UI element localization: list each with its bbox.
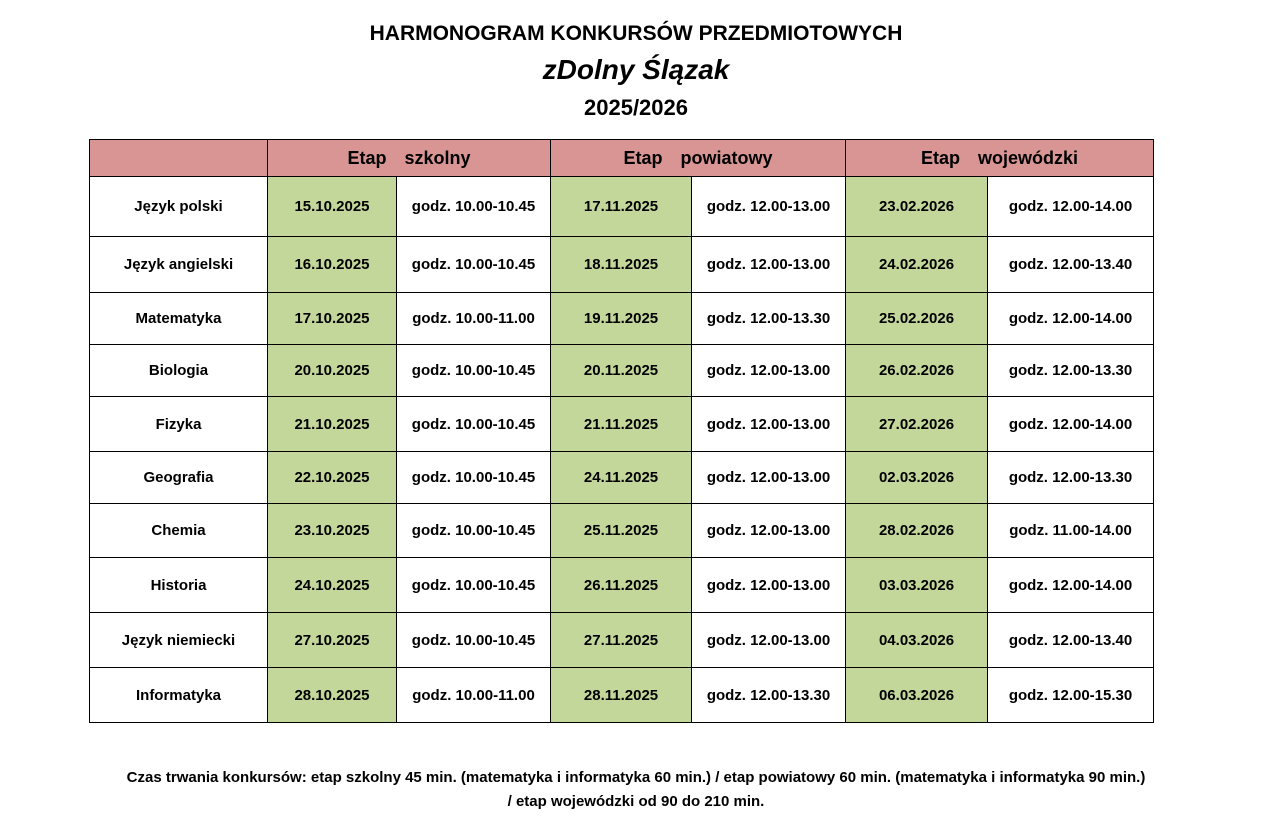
table-row (90, 345, 1154, 397)
subject-cell: Język angielski (90, 237, 268, 293)
table-row (90, 293, 1154, 345)
school-time-cell: godz. 10.00-10.45 (397, 237, 551, 293)
county-date-cell: 27.11.2025 (551, 613, 692, 668)
school-time-cell: godz. 10.00-10.45 (397, 558, 551, 613)
county-date-cell: 28.11.2025 (551, 668, 692, 723)
school-time-cell: godz. 10.00-10.45 (397, 397, 551, 452)
school-date-cell: 23.10.2025 (268, 504, 397, 558)
county-time-cell: godz. 12.00-13.00 (692, 452, 846, 504)
subject-cell: Informatyka (90, 668, 268, 723)
subject-cell: Matematyka (90, 293, 268, 345)
subject-cell: Historia (90, 558, 268, 613)
school-date-cell: 21.10.2025 (268, 397, 397, 452)
school-time-cell: godz. 10.00-11.00 (397, 293, 551, 345)
document-subtitle: zDolny Ślązak (542, 54, 730, 85)
subject-cell: Język polski (90, 177, 268, 237)
voiv-date-cell: 02.03.2026 (846, 452, 988, 504)
voiv-time-cell: godz. 12.00-14.00 (988, 293, 1154, 345)
county-time-cell: godz. 12.00-13.30 (692, 668, 846, 723)
voiv-date-cell: 27.02.2026 (846, 397, 988, 452)
county-date-cell: 18.11.2025 (551, 237, 692, 293)
school-date-cell: 28.10.2025 (268, 668, 397, 723)
voiv-date-cell: 04.03.2026 (846, 613, 988, 668)
voiv-date-cell: 24.02.2026 (846, 237, 988, 293)
voiv-date-cell: 23.02.2026 (846, 177, 988, 237)
school-time-cell: godz. 10.00-10.45 (397, 504, 551, 558)
subject-cell: Chemia (90, 504, 268, 558)
voiv-date-cell: 28.02.2026 (846, 504, 988, 558)
county-date-cell: 19.11.2025 (551, 293, 692, 345)
county-date-cell: 24.11.2025 (551, 452, 692, 504)
header-empty-cell (90, 140, 268, 177)
voiv-time-cell: godz. 12.00-15.30 (988, 668, 1154, 723)
header-stage-voivodeship: Etap wojewódzki (846, 140, 1154, 177)
document-title: HARMONOGRAM KONKURSÓW PRZEDMIOTOWYCH (369, 22, 903, 45)
table-row (90, 237, 1154, 293)
county-time-cell: godz. 12.00-13.00 (692, 345, 846, 397)
school-date-cell: 22.10.2025 (268, 452, 397, 504)
voiv-time-cell: godz. 12.00-13.30 (988, 345, 1154, 397)
county-time-cell: godz. 12.00-13.00 (692, 397, 846, 452)
duration-note-line2: / etap wojewódzki od 90 do 210 min. (507, 793, 765, 810)
voiv-time-cell: godz. 12.00-13.40 (988, 237, 1154, 293)
header-row (90, 140, 1154, 177)
voiv-time-cell: godz. 12.00-14.00 (988, 177, 1154, 237)
duration-note (0, 766, 1262, 814)
school-time-cell: godz. 10.00-11.00 (397, 668, 551, 723)
school-date-cell: 24.10.2025 (268, 558, 397, 613)
table-row (90, 177, 1154, 237)
voiv-date-cell: 06.03.2026 (846, 668, 988, 723)
school-date-cell: 16.10.2025 (268, 237, 397, 293)
subject-cell: Biologia (90, 345, 268, 397)
voiv-time-cell: godz. 12.00-14.00 (988, 558, 1154, 613)
table-row (90, 397, 1154, 452)
school-time-cell: godz. 10.00-10.45 (397, 452, 551, 504)
header-stage-school: Etap szkolny (268, 140, 551, 177)
table-row (90, 558, 1154, 613)
school-year: 2025/2026 (584, 95, 688, 120)
school-time-cell: godz. 10.00-10.45 (397, 613, 551, 668)
voiv-date-cell: 25.02.2026 (846, 293, 988, 345)
voiv-date-cell: 03.03.2026 (846, 558, 988, 613)
school-date-cell: 20.10.2025 (268, 345, 397, 397)
county-time-cell: godz. 12.00-13.00 (692, 177, 846, 237)
table-row (90, 613, 1154, 668)
county-time-cell: godz. 12.00-13.00 (692, 613, 846, 668)
county-date-cell: 26.11.2025 (551, 558, 692, 613)
county-time-cell: godz. 12.00-13.00 (692, 504, 846, 558)
school-date-cell: 27.10.2025 (268, 613, 397, 668)
duration-note-line1: Czas trwania konkursów: etap szkolny 45 min. (matematyka i informatyka 60 min.) / etap powiatowy 60 min. (matematyka i informatyka 90 min.) (126, 769, 1146, 786)
school-date-cell: 15.10.2025 (268, 177, 397, 237)
header-stage-county: Etap powiatowy (551, 140, 846, 177)
school-time-cell: godz. 10.00-10.45 (397, 345, 551, 397)
subject-cell: Fizyka (90, 397, 268, 452)
table-row (90, 668, 1154, 723)
county-date-cell: 21.11.2025 (551, 397, 692, 452)
county-date-cell: 20.11.2025 (551, 345, 692, 397)
voiv-time-cell: godz. 12.00-13.40 (988, 613, 1154, 668)
table-row (90, 504, 1154, 558)
voiv-time-cell: godz. 12.00-14.00 (988, 397, 1154, 452)
county-date-cell: 25.11.2025 (551, 504, 692, 558)
county-time-cell: godz. 12.00-13.30 (692, 293, 846, 345)
schedule-table (89, 139, 1154, 723)
school-time-cell: godz. 10.00-10.45 (397, 177, 551, 237)
subject-cell: Język niemiecki (90, 613, 268, 668)
county-date-cell: 17.11.2025 (551, 177, 692, 237)
voiv-time-cell: godz. 11.00-14.00 (988, 504, 1154, 558)
subject-cell: Geografia (90, 452, 268, 504)
county-time-cell: godz. 12.00-13.00 (692, 558, 846, 613)
school-date-cell: 17.10.2025 (268, 293, 397, 345)
voiv-date-cell: 26.02.2026 (846, 345, 988, 397)
table-row (90, 452, 1154, 504)
county-time-cell: godz. 12.00-13.00 (692, 237, 846, 293)
voiv-time-cell: godz. 12.00-13.30 (988, 452, 1154, 504)
